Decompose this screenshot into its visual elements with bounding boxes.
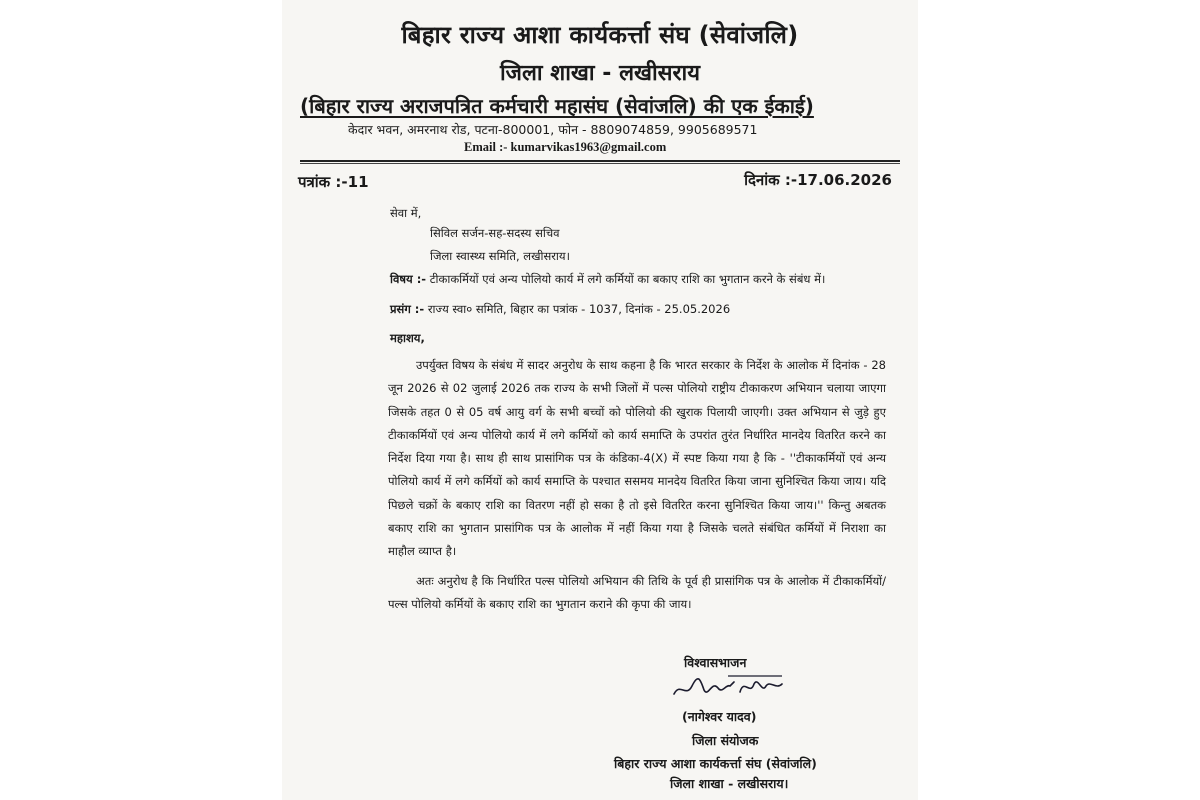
signatory-branch: जिला शाखा - लखीसराय। (670, 776, 789, 791)
body-paragraph: अतः अनुरोध है कि निर्धारित पल्स पोलियो अभियान की तिथि के पूर्व ही प्रासांगिक पत्र के आलोक में टीकाकर्मियों/पल्स पोलियो कर्मियों के बकाए राशि का भुगतान कराने की कृपा की जाय। (388, 573, 886, 611)
recipient-line-2: जिला स्वास्थ्य समिति, लखीसराय। (430, 249, 570, 263)
signatory-designation: जिला संयोजक (692, 733, 759, 748)
body-paragraph: उपर्युक्त विषय के संबंध में सादर अनुरोध के साथ कहना है कि भारत सरकार के निर्देश के आलोक में दिनांक - 28 जून 2026 से 02 जुलाई 2026 तक राज्य के सभी जिलों में पल्स पोलियो राष्ट्रीय टीकाकरण अभियान चलाया जाएगा जिसके तहत 0 से 05 वर्ष आयु वर्ग के सभी बच्चों को पोलियो की खुराक पिलायी जाएगी। उक्त अभियान से जुड़े हुए टीकाकर्मियों एवं अन्य पोलियो कार्य में लगे कर्मियों को कार्य समाप्ति के उपरांत तुरंत निर्धारित मानदेय वितरित करने का निर्देश दिया गया है। साथ ही साथ प्रासांगिक पत्र के कंडिका-4(X) में स्पष्ट किया गया है कि - ''टीकाकर्मियों एवं अन्य पोलियो कार्य में लगे कर्मियों को कार्य समाप्ति के पश्चात ससमय मानदेय वितरित किया जाना सुनिश्चित किया जाय। यदि पिछले चक्रों के बकाए राशि का वितरण नहीं हो सका है तो इसे वितरित करना सुनिश्चित किया जाय।'' किन्तु अबतक बकाए राशि का भुगतान प्रासांगिक पत्र के आलोक में नहीं किया गया है जिसके चलते संबंधित कर्मियों में निराशा का माहौल व्याप्त है। (388, 358, 886, 559)
letter-body (388, 354, 886, 616)
context-line (390, 302, 730, 317)
greeting: महाशय, (390, 331, 425, 345)
letterhead-address: केदार भवन, अमरनाथ रोड, पटना-800001, फोन - 8809074859, 9905689571 (348, 122, 758, 137)
letter-page (282, 0, 918, 800)
header-divider (300, 160, 900, 162)
context-text: राज्य स्वा० समिति, बिहार का पत्रांक - 1037, दिनांक - 25.05.2026 (427, 302, 731, 316)
signatory-name: (नागेश्वर यादव) (682, 709, 757, 724)
subject-label: विषय :- (390, 272, 427, 286)
reference-number: पत्रांक :-11 (298, 173, 369, 191)
subject-text: टीकाकर्मियों एवं अन्य पोलियो कार्य में लगे कर्मियों का बकाए राशि का भुगतान करने के संबंध में। (429, 272, 826, 286)
subject-line (390, 272, 825, 287)
header-divider-thin (300, 163, 900, 164)
letterhead-branch: जिला शाखा - लखीसराय (499, 61, 701, 86)
context-label: प्रसंग :- (390, 302, 425, 316)
valediction: विश्वासभाजन (684, 655, 747, 670)
signatory-organization: बिहार राज्य आशा कार्यकर्त्ता संघ (सेवांजलि) (614, 756, 817, 771)
letterhead-email: Email :- kumarvikas1963@gmail.com (464, 140, 667, 154)
signature-image (670, 668, 790, 704)
recipient-line-1: सिविल सर्जन-सह-सदस्य सचिव (430, 226, 560, 240)
letterhead-affiliation: (बिहार राज्य अराजपत्रित कर्मचारी महासंघ (सेवांजलि) की एक ईकाई) (300, 94, 814, 118)
handwritten-signature (670, 668, 790, 704)
letter-date: दिनांक :-17.06.2026 (744, 171, 892, 189)
recipient-to: सेवा में, (390, 206, 422, 220)
letterhead-title: बिहार राज्य आशा कार्यकर्त्ता संघ (सेवांजलि) (401, 21, 799, 49)
